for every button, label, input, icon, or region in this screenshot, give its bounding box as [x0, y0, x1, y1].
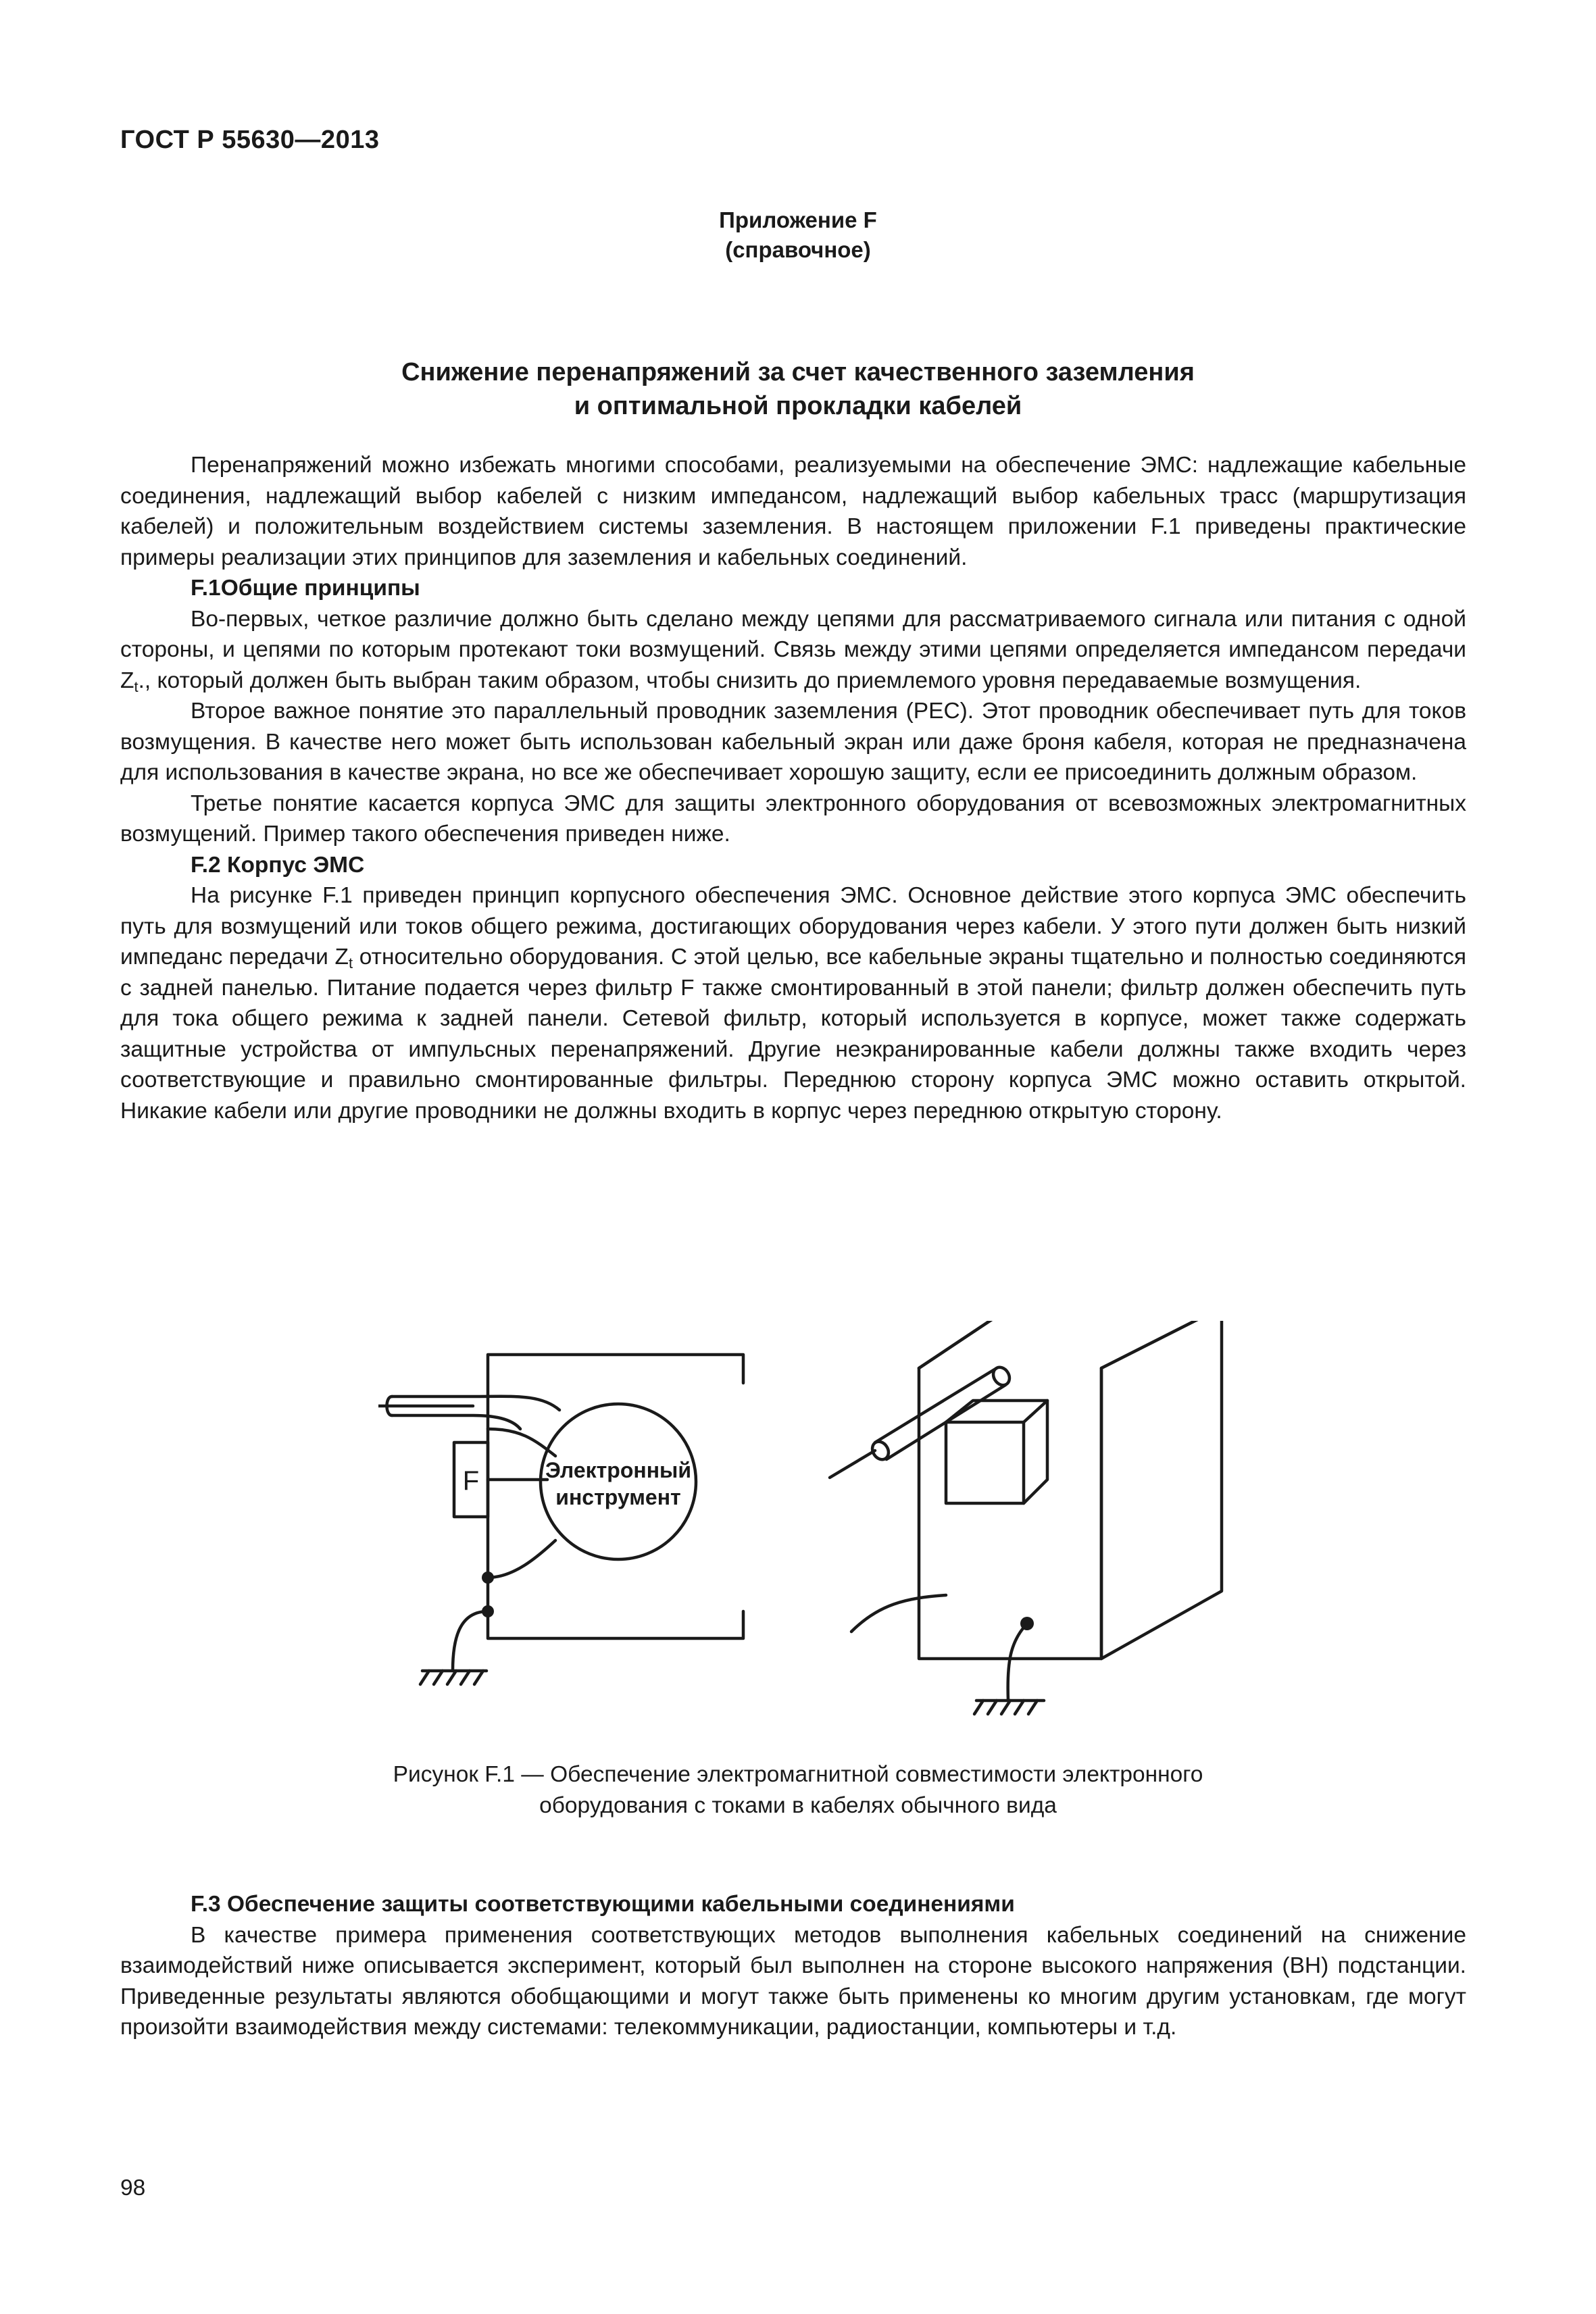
box-ground-hatch	[1001, 1701, 1010, 1714]
ground-hatch	[447, 1671, 456, 1684]
ground-link	[488, 1540, 555, 1578]
paragraph-f2-1-part-b: относительно оборудования. С этой целью, все кабельные экраны тщательно и полностью соединяются с задней панелью. Питание подается через фильтр F также смонтированный в этой панели; фильтр должен обеспечить путь для тока общего режима к задней панели. Сетевой фильтр, который используется в корпусе, может также содержать защитные устройства от импульсных перенапряжений. Другие неэкранированные кабели должны также входить через соответствующие и правильно смонтированные фильтры. Переднюю сторону корпуса ЭМС можно оставить открытой. Никакие кабели или другие проводники не должны входить в корпус через переднюю открытую сторону.	[120, 945, 1466, 1124]
box-ground-hatch	[988, 1701, 997, 1714]
paragraph-f1-2: Второе важное понятие это параллельный проводник заземления (PEC). Этот проводник обеспечивает путь для токов возмущения. В качестве него может быть использован кабельный экран или даже броня кабеля, которая не предназначена для использования в качестве экрана, но все же обеспечивает хорошую защиту, если ее присоединить должным образом.	[120, 699, 1466, 785]
caption-line-1: Рисунок F.1 — Обеспечение электромагнитной совместимости электронного	[393, 1762, 1203, 1787]
box-wire	[851, 1595, 946, 1632]
paragraph-f1-1-part-b: ., который должен быть выбран таким образом, чтобы снизить до приемлемого уровня передаваемые возмущения.	[138, 668, 1362, 693]
box-ground-hatch	[1028, 1701, 1037, 1714]
shielded-cable	[392, 1397, 559, 1410]
box-ground-hatch	[1015, 1701, 1024, 1714]
section-heading-f3: F.3 Обеспечение защиты соответствующими кабельными соединениями	[191, 1892, 1015, 1917]
paragraph-f1-1	[120, 604, 1466, 697]
junction-dot	[482, 1571, 494, 1584]
filter-label: F	[462, 1466, 480, 1496]
page-number: 98	[120, 2175, 146, 2200]
instrument-label-line-2: инструмент	[555, 1485, 681, 1509]
paragraph-f1-1-part-a: Во-первых, четкое различие должно быть сделано между цепями для рассматриваемого сигнала или питания с одной стороны, и цепями по которым протекают токи возмущений. Связь между этими цепями определяется импедансом передачи Z	[120, 606, 1466, 693]
subscript-t: t	[134, 678, 139, 695]
paragraph-f2-1	[120, 880, 1466, 1126]
ground-hatch	[474, 1671, 483, 1684]
paragraph-f1-3: Третье понятие касается корпуса ЭМС для защиты электронного оборудования от всевозможных электромагнитных возмущений. Пример такого обеспечения приведен ниже.	[120, 790, 1466, 847]
inner-box-side	[1024, 1401, 1047, 1503]
box-ground-hatch	[974, 1701, 983, 1714]
box-top	[919, 1321, 1222, 1368]
box-cable	[875, 1368, 997, 1442]
intro-paragraph: Перенапряжений можно избежать многими способами, реализуемыми на обеспечение ЭМС: надлежащие кабельные соединения, надлежащий выбор кабелей с низким импедансом, надлежащий выбор кабельных трасс (маршрутизация кабелей) и положительным воздействием системы заземления. В настоящем приложении F.1 приведены практические примеры реализации этих принципов для заземления и кабельных соединений.	[120, 453, 1466, 570]
title-line-1: Снижение перенапряжений за счет качественного заземления	[401, 358, 1195, 386]
junction-dot	[482, 1605, 494, 1617]
subscript-t: t	[348, 955, 353, 972]
instrument-label-line-1: Электронный	[545, 1458, 692, 1482]
section-f3	[120, 1889, 1466, 2043]
inner-box-front	[946, 1422, 1024, 1503]
paragraph-f3-1: В качестве примера применения соответствующих методов выполнения кабельных соединений на снижение взаимодействий ниже описывается эксперимент, который был выполнен на стороне высокого напряжения (ВН) подстанции. Приведенные результаты являются обобщающими и могут также быть применены ко многим другим установкам, где могут произойти взаимодействия между системами: телекоммуникации, радиостанции, компьютеры и т.д.	[120, 1922, 1466, 2040]
section-heading-f1: F.1Общие принципы	[191, 576, 420, 601]
main-text	[120, 450, 1466, 1126]
box-cable-port	[990, 1364, 1012, 1388]
box-side	[1101, 1321, 1222, 1659]
appendix-label	[0, 205, 1596, 265]
figure-f1	[378, 1321, 1257, 1740]
box-top-front	[919, 1321, 1010, 1368]
ground-hatch	[420, 1671, 429, 1684]
box-front	[919, 1368, 1101, 1659]
paragraph-f2-1-part-a: На рисунке F.1 приведен принцип корпусного обеспечения ЭМС. Основное действие этого корпуса ЭМС обеспечить путь для возмущений или токов общего режима, достигающих оборудования через кабели. У этого пути должен быть низкий импеданс передачи Z	[120, 883, 1466, 970]
box-ground-wire	[1008, 1624, 1027, 1701]
section-heading-f2: F.2 Корпус ЭМС	[191, 852, 365, 878]
title-line-2: и оптимальной прокладки кабелей	[574, 392, 1022, 420]
box-cable-core	[830, 1451, 875, 1478]
appendix-line-1: Приложение F	[719, 207, 877, 232]
ground-hatch	[434, 1671, 443, 1684]
ground-hatch	[461, 1671, 470, 1684]
appendix-title	[0, 355, 1596, 423]
caption-line-2: оборудования с токами в кабелях обычного вида	[539, 1793, 1057, 1818]
figure-caption	[0, 1759, 1596, 1821]
shielded-cable-lower	[392, 1415, 520, 1429]
document-code: ГОСТ Р 55630—2013	[120, 126, 380, 154]
ground-dot	[1020, 1617, 1034, 1630]
appendix-line-2: (справочное)	[725, 237, 871, 262]
ground-wire	[453, 1611, 488, 1671]
